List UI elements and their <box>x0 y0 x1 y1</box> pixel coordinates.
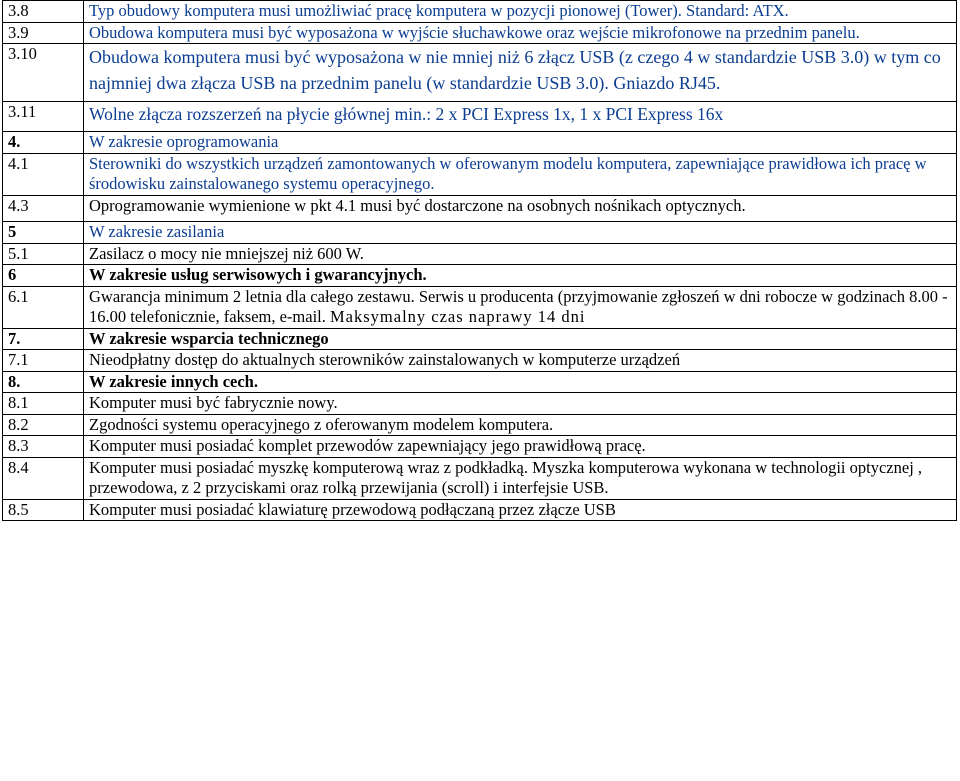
row-number: 3.10 <box>3 44 84 102</box>
row-number: 6.1 <box>3 286 84 328</box>
table-row <box>3 286 957 328</box>
row-number: 4.1 <box>3 153 84 195</box>
table-row <box>3 22 957 44</box>
table-row <box>3 243 957 265</box>
row-number: 7.1 <box>3 350 84 372</box>
row-number: 4.3 <box>3 195 84 222</box>
row-number: 5 <box>3 222 84 244</box>
table-row <box>3 132 957 154</box>
table-row <box>3 393 957 415</box>
row-number: 6 <box>3 265 84 287</box>
row-text: W zakresie usług serwisowych i gwarancyjnych. <box>84 265 957 287</box>
row-text: Obudowa komputera musi być wyposażona w nie mniej niż 6 złącz USB (z czego 4 w standardzie USB 3.0) w tym co najmniej dwa złącza USB na przednim panelu (w standardzie USB 3.0). Gniazdo RJ45. <box>84 44 957 102</box>
row-text: W zakresie innych cech. <box>84 371 957 393</box>
table-row <box>3 328 957 350</box>
table-row <box>3 457 957 499</box>
row-number: 5.1 <box>3 243 84 265</box>
table-row <box>3 102 957 132</box>
row-number: 8.5 <box>3 499 84 521</box>
table-row <box>3 499 957 521</box>
row-number: 3.11 <box>3 102 84 132</box>
row-text: W zakresie zasilania <box>84 222 957 244</box>
table-row <box>3 436 957 458</box>
table-row <box>3 414 957 436</box>
row-text: Komputer musi być fabrycznie nowy. <box>84 393 957 415</box>
row-text: Zasilacz o mocy nie mniejszej niż 600 W. <box>84 243 957 265</box>
specification-table <box>2 0 957 521</box>
row-number: 4. <box>3 132 84 154</box>
table-row <box>3 195 957 222</box>
row-number: 3.8 <box>3 1 84 23</box>
row-number: 8. <box>3 371 84 393</box>
row-text: W zakresie oprogramowania <box>84 132 957 154</box>
table-row <box>3 222 957 244</box>
row-text: W zakresie wsparcia technicznego <box>84 328 957 350</box>
warranty-text: Gwarancja minimum 2 letnia dla całego zestawu. Serwis u producenta (przyjmowanie zgłoszeń w dni robocze w godzinach 8.00 - 16.00 telefonicznie, faksem, e-mail. <box>89 286 948 326</box>
row-text: Nieodpłatny dostęp do aktualnych sterowników zainstalowanych w komputerze urządzeń <box>84 350 957 372</box>
row-text: Typ obudowy komputera musi umożliwiać pracę komputera w pozycji pionowej (Tower). Standard: ATX. <box>84 1 957 23</box>
row-text: Wolne złącza rozszerzeń na płycie głównej min.: 2 x PCI Express 1x, 1 x PCI Express 16x <box>84 102 957 132</box>
row-text: Zgodności systemu operacyjnego z oferowanym modelem komputera. <box>84 414 957 436</box>
table-row <box>3 265 957 287</box>
row-number: 7. <box>3 328 84 350</box>
repair-time-text: Maksymalny czas naprawy 14 dni <box>330 307 586 326</box>
table-row <box>3 153 957 195</box>
row-number: 8.3 <box>3 436 84 458</box>
row-text: Obudowa komputera musi być wyposażona w wyjście słuchawkowe oraz wejście mikrofonowe na przednim panelu. <box>84 22 957 44</box>
row-number: 8.1 <box>3 393 84 415</box>
row-text: Sterowniki do wszystkich urządzeń zamontowanych w oferowanym modelu komputera, zapewniające prawidłowa ich pracę w środowisku zainstalowanego systemu operacyjnego. <box>84 153 957 195</box>
table-row <box>3 1 957 23</box>
table-row <box>3 371 957 393</box>
table-row <box>3 350 957 372</box>
row-number: 3.9 <box>3 22 84 44</box>
table-row <box>3 44 957 102</box>
row-text: Komputer musi posiadać komplet przewodów zapewniający jego prawidłową pracę. <box>84 436 957 458</box>
row-text: Komputer musi posiadać klawiaturę przewodową podłączaną przez złącze USB <box>84 499 957 521</box>
row-text <box>84 286 957 328</box>
row-text: Oprogramowanie wymienione w pkt 4.1 musi być dostarczone na osobnych nośnikach optycznych. <box>84 195 957 222</box>
row-number: 8.2 <box>3 414 84 436</box>
row-number: 8.4 <box>3 457 84 499</box>
row-text: Komputer musi posiadać myszkę komputerową wraz z podkładką. Myszka komputerowa wykonana w technologii optycznej , przewodowa, z 2 przyciskami oraz rolką przewijania (scroll) i interfejsie USB. <box>84 457 957 499</box>
